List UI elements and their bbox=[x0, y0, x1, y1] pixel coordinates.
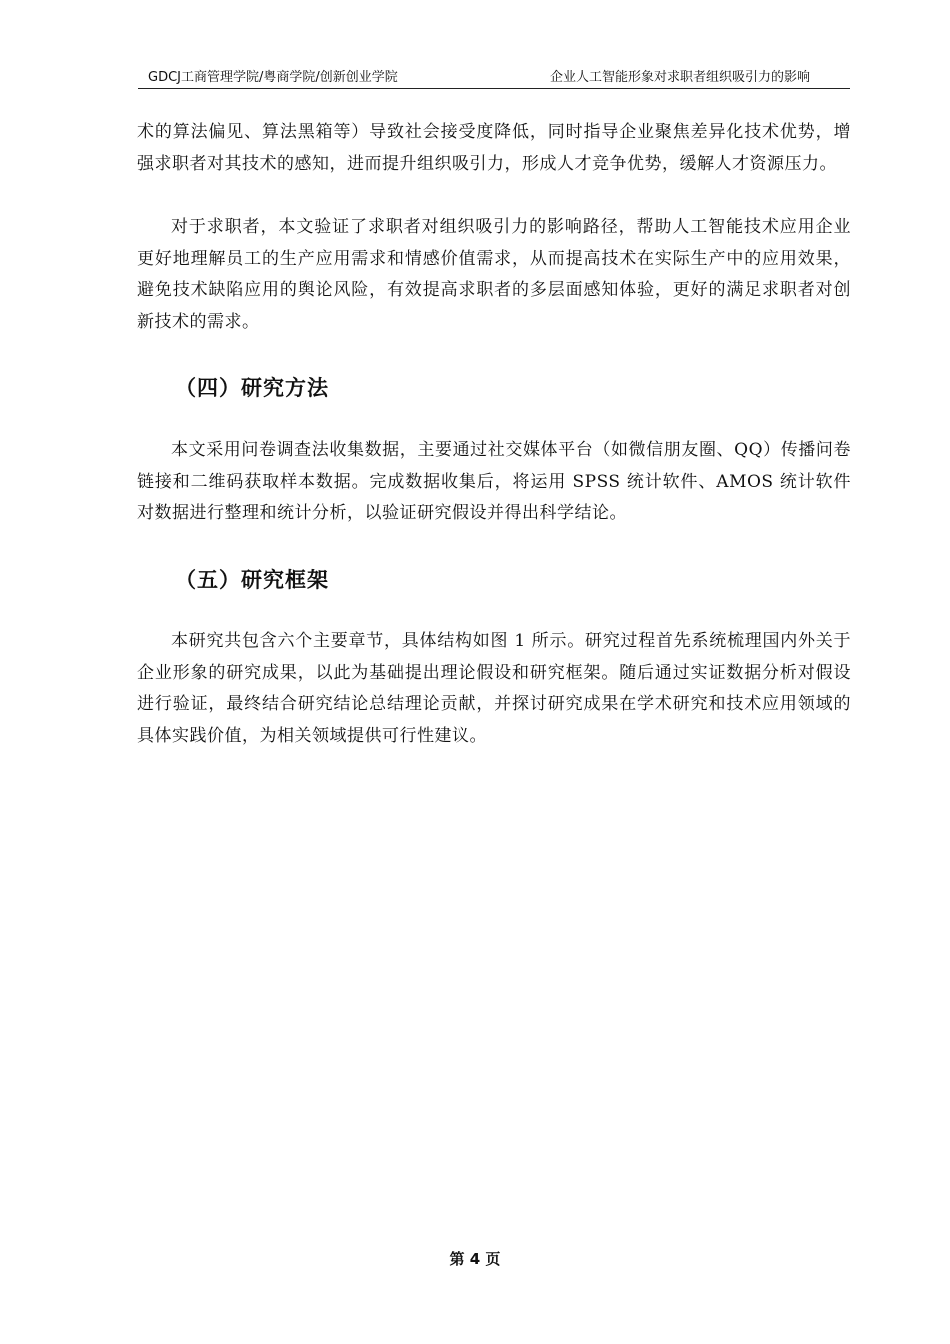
paragraph-4: 本研究共包含六个主要章节，具体结构如图 1 所示。研究过程首先系统梳理国内外关于企业形象的研究成果，以此为基础提出理论假设和研究框架。随后通过实证数据分析对假设进行验证，最终结合研究结论总结理论贡献，并探讨研究成果在学术研究和技术应用领域的具体实践价值，为相关领域提供可行性建议。 bbox=[137, 631, 851, 746]
paragraph-job-seekers bbox=[137, 212, 851, 338]
page-header bbox=[138, 66, 850, 90]
paragraph-1: 术的算法偏见、算法黑箱等）导致社会接受度降低，同时指导企业聚焦差异化技术优势，增强求职者对其技术的感知，进而提升组织吸引力，形成人才竞争优势，缓解人才资源压力。 bbox=[137, 122, 851, 174]
section-heading-framework: （五）研究框架 bbox=[175, 568, 329, 592]
paragraph-continuation bbox=[137, 117, 851, 180]
header-institution: GDCJ工商管理学院/粤商学院/创新创业学院 bbox=[148, 70, 398, 85]
paragraph-framework bbox=[137, 626, 851, 752]
paragraph-2: 对于求职者，本文验证了求职者对组织吸引力的影响路径，帮助人工智能技术应用企业更好地理解员工的生产应用需求和情感价值需求，从而提高技术在实际生产中的应用效果，避免技术缺陷应用的舆论风险，有效提高求职者的多层面感知体验，更好的满足求职者对创新技术的需求。 bbox=[137, 217, 851, 332]
page-number: 第 4 页 bbox=[449, 1250, 501, 1268]
section-heading-methods: （四）研究方法 bbox=[175, 376, 329, 400]
paragraph-methods bbox=[137, 435, 851, 530]
paragraph-3: 本文采用问卷调查法收集数据，主要通过社交媒体平台（如微信朋友圈、QQ）传播问卷链接和二维码获取样本数据。完成数据收集后，将运用 SPSS 统计软件、AMOS 统计软件对数据进行整理和统计分析，以验证研究假设并得出科学结论。 bbox=[137, 440, 851, 523]
header-divider bbox=[138, 88, 850, 89]
header-thesis-title: 企业人工智能形象对求职者组织吸引力的影响 bbox=[549, 70, 810, 85]
